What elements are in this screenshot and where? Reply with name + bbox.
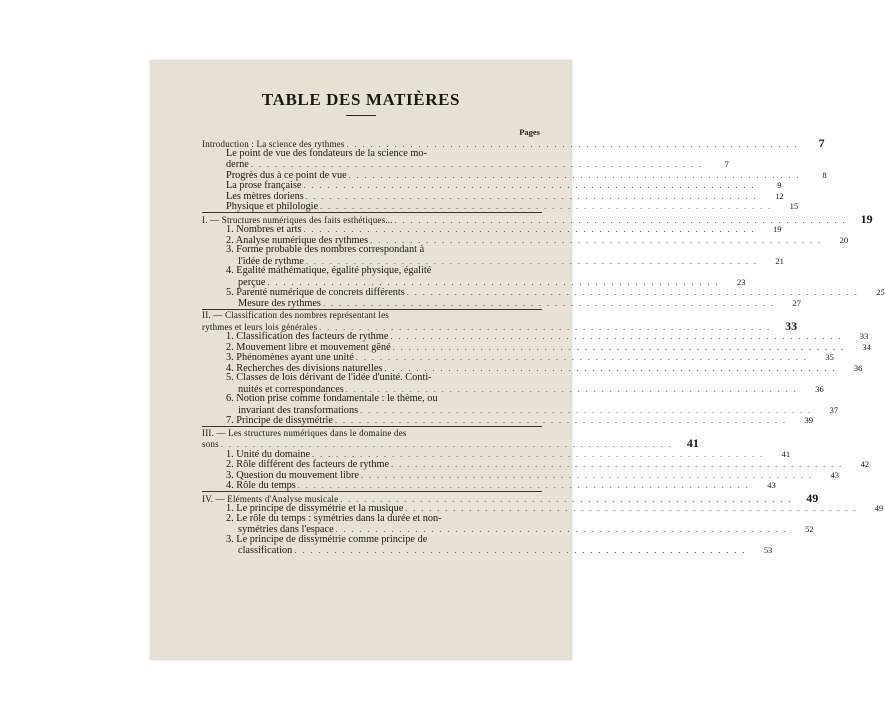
toc-heading-chapter-4[interactable] [202, 490, 819, 505]
toc-page-number: 49 [806, 490, 819, 505]
toc-heading-chapter-2[interactable] [202, 310, 542, 321]
toc-entry[interactable]: Les mètres doriens . . . 12 [202, 191, 542, 202]
toc-entry[interactable]: 1. Nombres et arts . . . 19 [202, 224, 542, 235]
toc-page-number: 49 [874, 503, 884, 513]
toc-entry[interactable]: 6. Notion prise comme fondamentale : le thème, ou [226, 393, 438, 404]
pages-column-header: Pages [519, 127, 540, 137]
toc-page-number: 41 [781, 448, 791, 459]
toc-entry-continuation[interactable]: symétries dans l'espace . . . 52 [202, 524, 542, 535]
toc-page-number: 9 [777, 180, 782, 190]
toc-page-number: 20 [839, 234, 849, 245]
table-of-contents [202, 136, 885, 556]
toc-page-number: 12 [775, 190, 784, 201]
toc-entry[interactable]: Mesure des rythmes . . . 27 [202, 298, 542, 309]
toc-heading-label: II. — Classification des nombres représentant les [202, 310, 390, 320]
toc-entry[interactable]: 2. Analyse numérique des rythmes . . . 20 [202, 235, 542, 246]
toc-entry[interactable]: 1. Unité du domaine . . . 41 [202, 449, 542, 460]
page-title: TABLE DES MATIÈRES [261, 90, 461, 109]
book-page [150, 60, 885, 660]
toc-page-number: 19 [773, 224, 782, 234]
toc-page-number: 25 [876, 287, 885, 297]
toc-entry-continuation[interactable]: derne . . . 7 [202, 159, 542, 170]
toc-entry[interactable]: 3. Phénomènes ayant une unité . . . 35 [202, 352, 542, 363]
toc-heading-continuation[interactable]: sons . . . 41 [202, 438, 542, 449]
toc-page-number: 35 [825, 352, 834, 362]
toc-entry-continuation[interactable]: nuités et correspondances . . . 36 [202, 384, 542, 395]
toc-heading-continuation[interactable]: rythmes et leurs lois générales . . . 33 [202, 321, 542, 332]
toc-heading-introduction[interactable] [202, 136, 825, 150]
toc-entry[interactable]: 3. Question du mouvement libre . . . 43 [202, 470, 542, 481]
toc-page-number: 37 [829, 404, 839, 415]
toc-heading-label: I. — Structures numériques des faits esthétiques... [202, 214, 393, 225]
toc-entry[interactable]: 1. Classification des facteurs de rythme . . . 33 [202, 331, 542, 342]
toc-entry-continuation[interactable]: l'idée de rythme . . . 21 [202, 256, 542, 267]
toc-entry[interactable]: Progrès dus à ce point de vue . . . 8 [202, 170, 542, 181]
toc-heading-label: IV. — Eléments d'Analyse musicale [202, 493, 339, 504]
toc-page-number: 27 [792, 297, 801, 308]
toc-page-number: 39 [804, 415, 813, 425]
toc-entry[interactable]: 4. Recherches des divisions naturelles . . . 36 [202, 363, 542, 374]
toc-entry[interactable]: 5. Classes de lois dérivant de l'idée d'unité. Conti- [226, 372, 432, 383]
toc-entry[interactable]: 7. Principe de dissymétrie . . . 39 [202, 415, 542, 426]
toc-entry-continuation[interactable]: perçue . . . 23 [202, 277, 542, 288]
toc-page-number: 21 [775, 255, 784, 266]
toc-page-number: 52 [805, 524, 814, 534]
toc-entry[interactable]: Le point de vue des fondateurs de la science mo- [226, 147, 428, 159]
toc-page-number: 42 [860, 459, 870, 469]
toc-page-number: 33 [785, 318, 798, 333]
toc-page-number: 34 [862, 341, 871, 352]
toc-page-number: 7 [724, 159, 729, 169]
toc-page-number: 36 [853, 362, 863, 373]
toc-page-number: 23 [736, 276, 746, 287]
toc-entry[interactable]: 2. Rôle différent des facteurs de rythme . . . 42 [202, 459, 542, 470]
toc-entry[interactable]: 3. Forme probable des nombres correspondant à [226, 244, 425, 255]
title-rule [346, 115, 376, 116]
toc-entry[interactable]: Physique et philologie . . . 15 [202, 201, 542, 212]
toc-page-number: 36 [815, 383, 824, 394]
toc-heading-chapter-1[interactable] [202, 211, 873, 226]
toc-page-number: 7 [818, 136, 825, 150]
toc-heading-label: III. — Les structures numériques dans le domaine des [202, 427, 407, 438]
toc-page-number: 53 [763, 545, 773, 555]
toc-entry[interactable]: 5. Parenté numérique de concrets différents . . . 25 [202, 287, 542, 298]
toc-page-number: 15 [789, 201, 799, 211]
toc-entry[interactable]: 3. Le principe de dissymétrie comme principe de [226, 533, 428, 545]
toc-page-number: 33 [859, 331, 869, 341]
toc-page-number: 43 [767, 480, 776, 490]
toc-page-number: 43 [830, 469, 839, 480]
toc-entry-continuation[interactable]: classification . . . 53 [202, 545, 542, 556]
toc-entry[interactable]: 1. Le principe de dissymétrie et la musique . . . 49 [202, 503, 542, 514]
toc-page-number: 41 [686, 436, 699, 450]
toc-heading-label: Introduction : La science des rythmes [202, 139, 345, 149]
toc-heading-chapter-3[interactable] [202, 428, 542, 439]
toc-entry[interactable]: La prose française . . . 9 [202, 180, 542, 191]
toc-page-number: 19 [860, 211, 873, 226]
toc-page-number: 8 [822, 169, 827, 180]
toc-entry-continuation[interactable]: invariant des transformations . . . 37 [202, 405, 542, 416]
toc-entry[interactable]: 2. Le rôle du temps : symétries dans la durée et non- [226, 512, 442, 524]
toc-entry[interactable]: 4. Egalité mathématique, égalité physique, égalité [226, 265, 432, 276]
toc-entry[interactable]: 2. Mouvement libre et mouvement gêné . . . 34 [202, 342, 542, 353]
toc-entry[interactable]: 4. Rôle du temps . . . 43 [202, 480, 542, 491]
